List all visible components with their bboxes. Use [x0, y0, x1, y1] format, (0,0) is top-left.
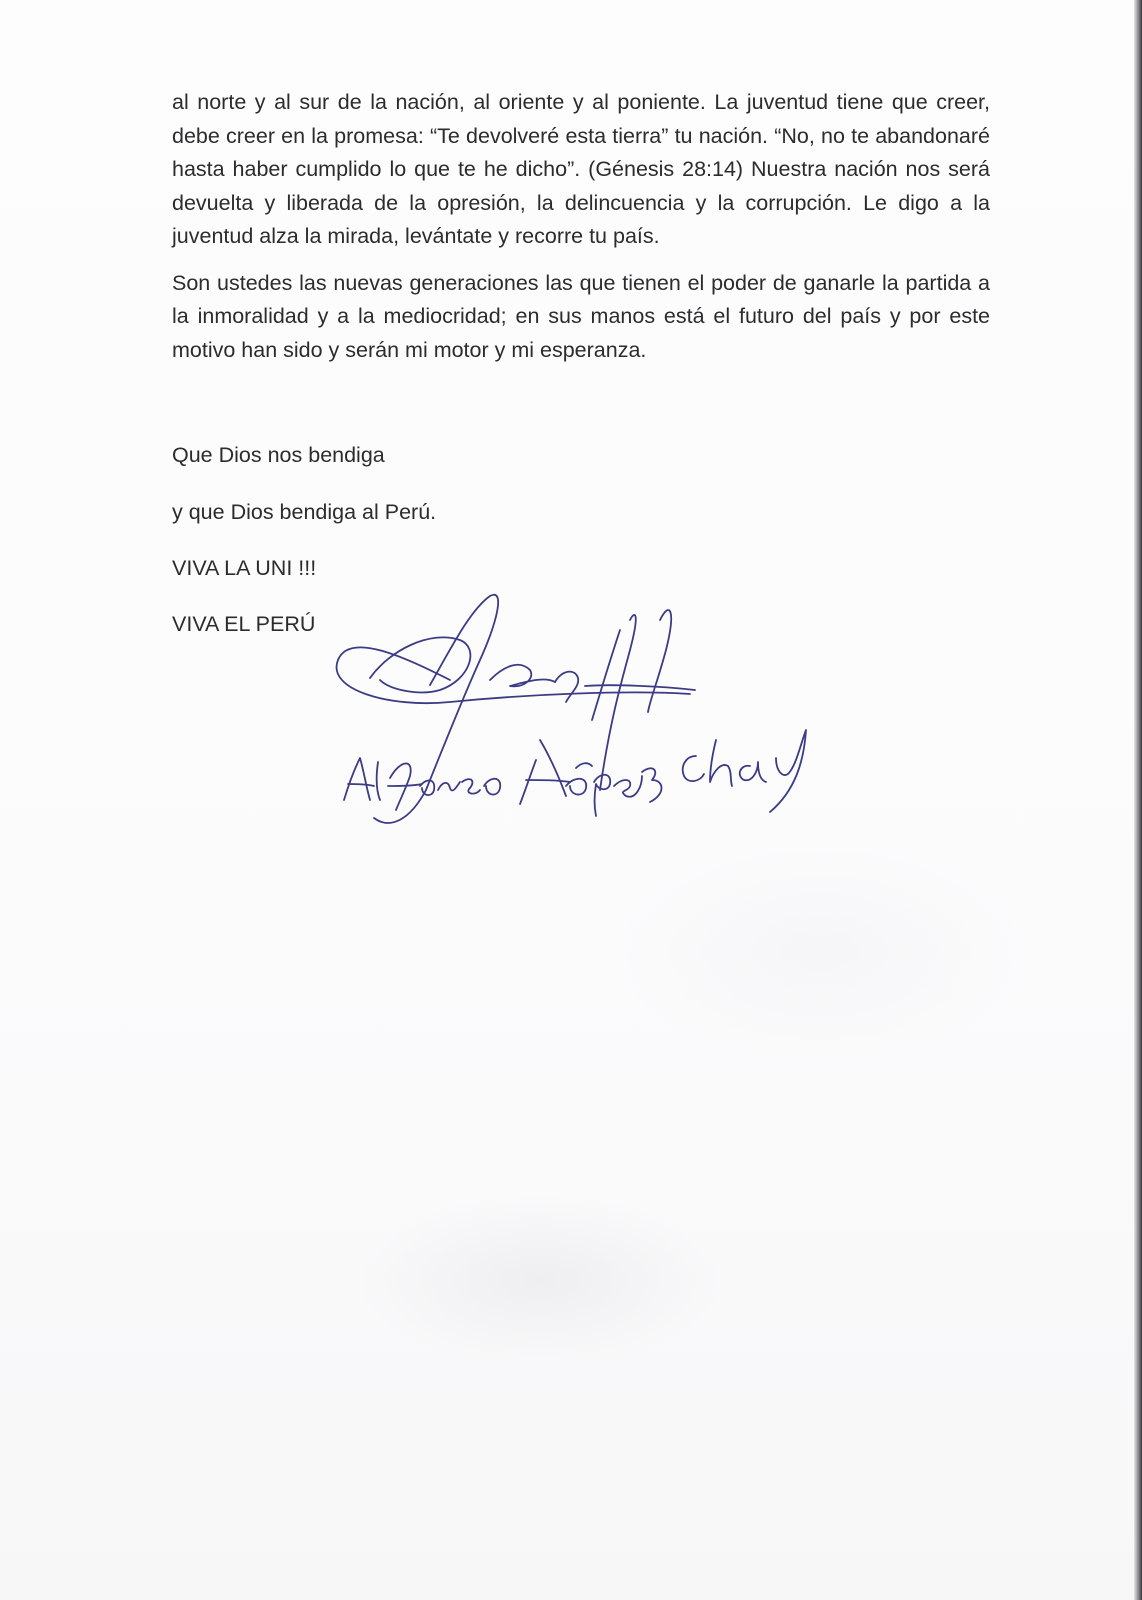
paragraph-youth-promise: al norte y al sur de la nación, al oriente y al poniente. La juventud tiene que creer, debe creer en la promesa: “Te devolveré esta tierra” tu nación. “No, no te abandonaré hasta haber cumplido lo que te he dicho”. (Génesis 28:14) Nuestra nación nos será devuelta y liberada de la opresión, la delincuencia y la corrupción. Le digo a la juventud alza la mirada, levántate y recorre tu país.: [172, 90, 990, 248]
cheer-line-uni: VIVA LA UNI !!!: [172, 556, 317, 580]
letter-body: [172, 86, 990, 367]
handwritten-signature: [330, 590, 850, 840]
cheer-line-peru: VIVA EL PERÚ: [172, 612, 316, 636]
blessing-line-2: y que Dios bendiga al Perú.: [172, 500, 437, 524]
page-edge-shadow: [1134, 0, 1142, 1600]
paragraph-new-generations: Son ustedes las nuevas generaciones las que tienen el poder de ganarle la partida a la inmoralidad y a la mediocridad; en sus manos está el futuro del país y por este motivo han sido y serán mi motor y mi esperanza.: [172, 270, 990, 362]
blessing-line-1: Que Dios nos bendiga: [172, 443, 385, 467]
